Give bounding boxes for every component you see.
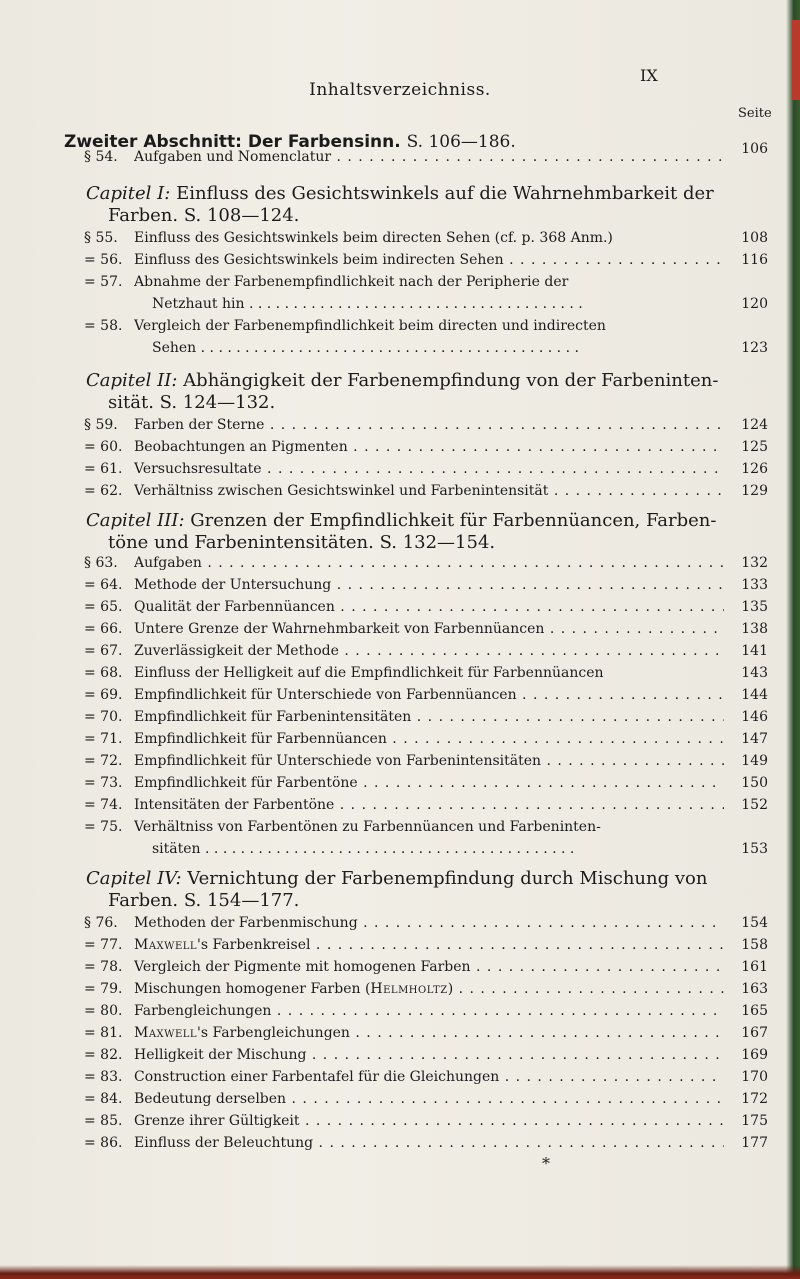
chapter-title-cont: Farben. xyxy=(108,205,179,226)
toc-entry[interactable] xyxy=(84,249,768,271)
footer-signature-mark: * xyxy=(542,1154,550,1173)
chapter-title-cont: Farben. xyxy=(108,890,179,911)
section-number: = 71. xyxy=(84,731,123,747)
toc-entry[interactable] xyxy=(84,794,768,816)
section-number: = 80. xyxy=(84,1003,123,1019)
toc-entry[interactable] xyxy=(84,1088,768,1110)
entry-page: 126 xyxy=(741,461,768,477)
section-number: = 61. xyxy=(84,461,123,477)
entry-page: 165 xyxy=(741,1003,768,1019)
entry-page: 163 xyxy=(741,981,768,997)
toc-entry[interactable] xyxy=(84,480,768,502)
entry-page: 147 xyxy=(741,731,768,747)
entry-title-cont: Sehen . . . . . . . . . . . . . . . . . . . . . . . . . . . . . . . . . . . . . . . . . . . xyxy=(152,340,579,356)
entry-title: Intensitäten der Farbentöne . . . xyxy=(134,794,724,816)
toc-entry[interactable] xyxy=(84,436,768,458)
chapter-label: Capitel IV: xyxy=(86,868,182,889)
entry-title: Untere Grenze der Wahrnehmbarkeit von Farbennüancen . . . xyxy=(134,618,724,640)
page-edge-right xyxy=(786,0,800,1279)
section-number: § 76. xyxy=(84,915,118,931)
page-number: IX xyxy=(640,66,658,85)
seite-label: Seite xyxy=(738,106,772,121)
page-edge-bottom xyxy=(0,1265,800,1279)
entry-title: Empfindlichkeit für Farbenintensitäten . . . xyxy=(134,706,724,728)
entry-page: 177 xyxy=(741,1135,768,1151)
entry-title: Einfluss des Gesichtswinkels beim indirecten Sehen . . . xyxy=(134,249,724,271)
entry-page: 146 xyxy=(741,709,768,725)
entry-title: Abnahme der Farbenempfindlichkeit nach der Peripherie der Netzhaut hin . . . . . . . . . . . . . . . . . . . . . . . . . . . . . . . . . . . . . . xyxy=(134,271,724,315)
entry-page: 120 xyxy=(741,296,768,312)
entry-page: 172 xyxy=(741,1091,768,1107)
entry-page: 154 xyxy=(741,915,768,931)
entry-title: Empfindlichkeit für Unterschiede von Farbenintensitäten . . . xyxy=(134,750,724,772)
toc-entry[interactable] xyxy=(84,552,768,574)
toc-entry[interactable] xyxy=(84,912,768,934)
chapter-label: Capitel III: xyxy=(86,510,185,531)
toc-entry[interactable] xyxy=(84,618,768,640)
section-number: = 85. xyxy=(84,1113,123,1129)
chapter-range: S. 154—177. xyxy=(183,890,300,911)
entry-title: Helligkeit der Mischung . . . xyxy=(134,1044,724,1066)
section-number: = 81. xyxy=(84,1025,123,1041)
chapter-title: Grenzen der Empfindlichkeit für Farbennüancen, Farben- xyxy=(190,510,717,531)
toc-entry[interactable] xyxy=(84,1066,768,1088)
entry-title: Methoden der Farbenmischung . . . xyxy=(134,912,724,934)
section-number: = 84. xyxy=(84,1091,123,1107)
section-number: = 57. xyxy=(84,274,123,290)
entry-title: Aufgaben und Nomenclatur . . . xyxy=(134,146,724,168)
entry-page: 175 xyxy=(741,1113,768,1129)
entry-title: Einfluss der Helligkeit auf die Empfindlichkeit für Farbennüancen xyxy=(134,665,604,681)
section-number: = 86. xyxy=(84,1135,123,1151)
entry-page: 152 xyxy=(741,797,768,813)
chapter-label: Capitel I: xyxy=(86,183,171,204)
entry-title: Maxwell's Farbenkreisel . . . xyxy=(134,934,724,956)
toc-entry[interactable] xyxy=(84,956,768,978)
chapter-heading xyxy=(86,868,766,912)
part-title: Zweiter Abschnitt: Der Farbensinn. xyxy=(64,132,401,152)
entry-title: Zuverlässigkeit der Methode . . . xyxy=(134,640,724,662)
section-number: = 72. xyxy=(84,753,123,769)
entry-page: 138 xyxy=(741,621,768,637)
section-number: § 55. xyxy=(84,230,118,246)
section-number: = 82. xyxy=(84,1047,123,1063)
section-number: = 70. xyxy=(84,709,123,725)
entry-page: 125 xyxy=(741,439,768,455)
section-number: = 69. xyxy=(84,687,123,703)
entry-page: 116 xyxy=(741,252,768,268)
chapter-title: Einfluss des Gesichtswinkels auf die Wahrnehmbarkeit der xyxy=(176,183,714,204)
toc-entry[interactable] xyxy=(84,596,768,618)
entry-title: Verhältniss zwischen Gesichtswinkel und Farbenintensität . . . xyxy=(134,480,724,502)
toc-entry[interactable] xyxy=(84,315,768,359)
toc-entry[interactable] xyxy=(84,1000,768,1022)
toc-entry[interactable] xyxy=(84,640,768,662)
section-number: = 65. xyxy=(84,599,123,615)
entry-title: Vergleich der Farbenempfindlichkeit beim directen und indirecten Sehen . . . . . . . . . . . . . . . . . . . . . . . . . . . . . . . . . . . . . . . . . . . xyxy=(134,315,724,359)
chapter-range: S. 124—132. xyxy=(159,392,276,413)
entry-page: 132 xyxy=(741,555,768,571)
entry-page: 133 xyxy=(741,577,768,593)
entry-page: 153 xyxy=(741,841,768,857)
section-number: § 59. xyxy=(84,417,118,433)
section-number: = 62. xyxy=(84,483,123,499)
section-number: = 68. xyxy=(84,665,123,681)
entry-title: Construction einer Farbentafel für die Gleichungen . . . xyxy=(134,1066,724,1088)
section-number: = 75. xyxy=(84,819,123,835)
section-number: = 74. xyxy=(84,797,123,813)
section-number: = 77. xyxy=(84,937,123,953)
entry-title: Farben der Sterne . . . xyxy=(134,414,724,436)
section-number: = 79. xyxy=(84,981,123,997)
toc-entry[interactable] xyxy=(84,414,768,436)
entry-page: 129 xyxy=(741,483,768,499)
part-range: S. 106—186. xyxy=(406,132,516,152)
entry-page: 108 xyxy=(741,230,768,246)
entry-title: Beobachtungen an Pigmenten . . . xyxy=(134,436,724,458)
toc-entry[interactable] xyxy=(84,1044,768,1066)
section-number: = 83. xyxy=(84,1069,123,1085)
toc-entry[interactable] xyxy=(84,271,768,315)
entry-title: Empfindlichkeit für Unterschiede von Farbennüancen . . . xyxy=(134,684,724,706)
entry-page: 123 xyxy=(741,340,768,356)
entry-page: 170 xyxy=(741,1069,768,1085)
entry-page: 149 xyxy=(741,753,768,769)
section-number: = 73. xyxy=(84,775,123,791)
section-number: § 54. xyxy=(84,149,118,165)
entry-title: Farbengleichungen . . . xyxy=(134,1000,724,1022)
toc-entry[interactable] xyxy=(84,1132,768,1154)
toc-entry[interactable] xyxy=(84,574,768,596)
chapter-heading xyxy=(86,370,766,414)
entry-title: Verhältniss von Farbentönen zu Farbennüancen und Farbeninten- sitäten . . . . . . . . . . . . . . . . . . . . . . . . . . . . . . . . . . . . . . . . . . xyxy=(134,816,724,860)
toc-entry[interactable] xyxy=(84,934,768,956)
section-number: = 66. xyxy=(84,621,123,637)
entry-title-cont: sitäten . . . . . . . . . . . . . . . . . . . . . . . . . . . . . . . . . . . . . . . . . . xyxy=(152,841,575,857)
chapter-heading xyxy=(86,183,766,227)
entry-title: Versuchsresultate . . . xyxy=(134,458,724,480)
toc-entry[interactable] xyxy=(84,816,768,860)
chapter-title-cont: töne und Farbenintensitäten. xyxy=(108,532,374,553)
section-number: = 58. xyxy=(84,318,123,334)
entry-title: Aufgaben . . . xyxy=(134,552,724,574)
entry-page: 167 xyxy=(741,1025,768,1041)
entry-title: Mischungen homogener Farben (Helmholtz) . . . xyxy=(134,978,724,1000)
toc-entry[interactable] xyxy=(84,458,768,480)
chapter-title: Vernichtung der Farbenempfindung durch Mischung von xyxy=(187,868,708,889)
entry-page: 143 xyxy=(741,665,768,681)
entry-title: Bedeutung derselben . . . xyxy=(134,1088,724,1110)
chapter-title: Abhängigkeit der Farbenempfindung von der Farbeninten- xyxy=(183,370,719,391)
entry-title: Einfluss der Beleuchtung . . . xyxy=(134,1132,724,1154)
entry-title: Empfindlichkeit für Farbennüancen . . . xyxy=(134,728,724,750)
section-number: = 78. xyxy=(84,959,123,975)
entry-title: Qualität der Farbennüancen . . . xyxy=(134,596,724,618)
toc-entry[interactable] xyxy=(84,728,768,750)
section-number: = 64. xyxy=(84,577,123,593)
entry-title: Maxwell's Farbengleichungen . . . xyxy=(134,1022,724,1044)
chapter-range: S. 108—124. xyxy=(183,205,300,226)
entry-title: Empfindlichkeit für Farbentöne . . . xyxy=(134,772,724,794)
entry-page: 144 xyxy=(741,687,768,703)
entry-page: 150 xyxy=(741,775,768,791)
toc-entry[interactable] xyxy=(84,684,768,706)
entry-title: Einfluss des Gesichtswinkels beim directen Sehen (cf. p. 368 Anm.) xyxy=(134,230,613,246)
toc-entry[interactable] xyxy=(84,662,768,684)
section-number: = 60. xyxy=(84,439,123,455)
section-number: = 67. xyxy=(84,643,123,659)
toc-entry[interactable] xyxy=(84,1110,768,1132)
toc-entry[interactable] xyxy=(84,750,768,772)
entry-page: 161 xyxy=(741,959,768,975)
chapter-title-cont: sität. xyxy=(108,392,154,413)
entry-page: 124 xyxy=(741,417,768,433)
section-number: = 56. xyxy=(84,252,123,268)
toc-entry[interactable] xyxy=(84,978,768,1000)
entry-page: 135 xyxy=(741,599,768,615)
entry-title: Methode der Untersuchung . . . xyxy=(134,574,724,596)
running-head: Inhaltsverzeichniss. xyxy=(309,80,491,100)
entry-title: Grenze ihrer Gültigkeit . . . xyxy=(134,1110,724,1132)
chapter-range: S. 132—154. xyxy=(379,532,496,553)
toc-entry[interactable] xyxy=(84,772,768,794)
chapter-label: Capitel II: xyxy=(86,370,178,391)
entry-page: 106 xyxy=(741,141,768,157)
entry-page: 158 xyxy=(741,937,768,953)
toc-entry[interactable] xyxy=(84,706,768,728)
toc-entry[interactable] xyxy=(84,1022,768,1044)
entry-page: 141 xyxy=(741,643,768,659)
entry-title: Vergleich der Pigmente mit homogenen Farben . . . xyxy=(134,956,724,978)
section-number: § 63. xyxy=(84,555,118,571)
toc-entry[interactable] xyxy=(84,227,768,249)
entry-page: 169 xyxy=(741,1047,768,1063)
entry-title-cont: Netzhaut hin . . . . . . . . . . . . . . . . . . . . . . . . . . . . . . . . . . . . . . xyxy=(152,296,583,312)
chapter-heading xyxy=(86,510,766,554)
